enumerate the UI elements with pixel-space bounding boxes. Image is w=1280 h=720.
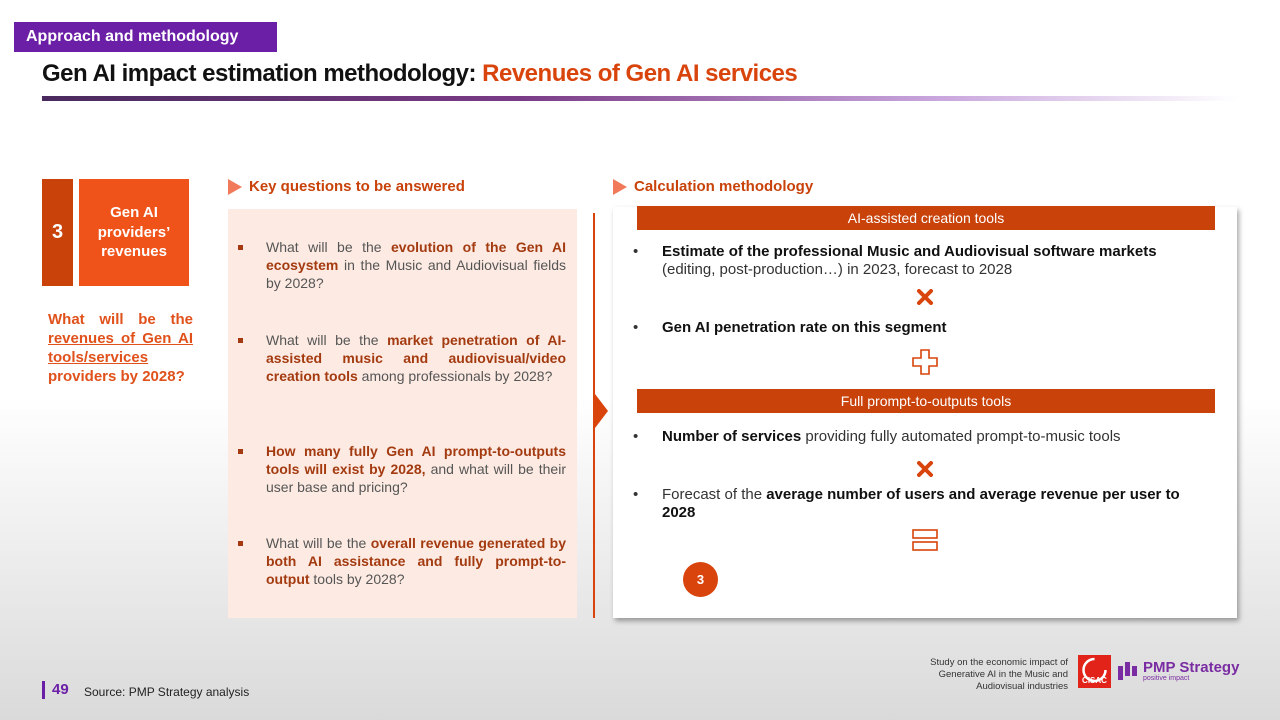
page-title (42, 60, 797, 88)
calculation-heading (613, 178, 813, 195)
calc-bullet (662, 243, 1207, 278)
calculation-heading-text: Calculation methodology (634, 178, 814, 195)
page-number: 49 (52, 681, 69, 698)
category-bar-ai-assisted: AI-assisted creation tools (637, 206, 1215, 230)
section-tag: Approach and methodology (14, 22, 277, 52)
page-title-highlight: Revenues of Gen AI services (482, 60, 798, 87)
kq-text: What will be the (266, 535, 371, 551)
kq-text: What will be the (266, 332, 388, 348)
calc-bullet-text: Forecast of the (662, 486, 767, 503)
calculation-panel (613, 207, 1237, 618)
kq-bold: evolution of the Gen AI ecosystem (266, 239, 566, 273)
calc-bullet-bold: Number of services (662, 428, 802, 445)
page-title-main: Gen AI impact estimation methodology: (42, 60, 483, 87)
arrow-right-icon (228, 179, 242, 195)
kq-text: and what will be their user base and pricing? (266, 460, 566, 495)
step-number-badge: 3 (683, 562, 718, 597)
equals-icon (911, 527, 939, 553)
calc-bullet (662, 319, 1207, 337)
kq-bold: overall revenue generated by both AI assistance and fully prompt-to-output (266, 535, 566, 587)
kq-text: tools by 2028? (309, 570, 405, 587)
kq-text: in the Music and Audiovisual fields by 2028? (266, 256, 566, 291)
arrow-right-icon (613, 179, 627, 195)
calc-bullet-bold: average number of users and average revenue per user to 2028 (662, 486, 1180, 521)
key-question-item (266, 332, 566, 386)
pmp-tagline: positive impact (1143, 675, 1190, 682)
key-questions-heading (228, 178, 465, 195)
calc-bullet (662, 486, 1207, 521)
calc-bullet-bold: Estimate of the professional Music and Audiovisual software markets (662, 243, 1157, 260)
key-question-item (266, 535, 566, 589)
multiply-icon (911, 287, 939, 307)
kq-text: What will be the (266, 239, 391, 255)
divider-arrow-icon (595, 394, 608, 428)
step-label-box: Gen AI providers’ revenues (79, 179, 189, 286)
cisac-logo-text: CISAC (1082, 676, 1107, 685)
cisac-logo (1078, 655, 1111, 688)
kq-text: among professionals by 2028? (357, 367, 553, 384)
main-question (48, 310, 193, 386)
footer-accent (42, 681, 45, 699)
main-question-suffix: providers by 2028? (48, 368, 185, 386)
key-question-item (266, 443, 566, 497)
step-number-box: 3 (42, 179, 73, 286)
kq-bold: market penetration of AI-assisted music and audiovisual/video creation tools (266, 332, 566, 384)
multiply-icon (911, 459, 939, 479)
title-divider (42, 96, 1237, 101)
key-questions-panel (228, 209, 577, 618)
source-note: Source: PMP Strategy analysis (84, 685, 250, 699)
study-title: Study on the economic impact of Generative AI in the Music and Audiovisual industries (930, 657, 1068, 692)
plus-icon (911, 347, 939, 377)
calc-bullet (662, 428, 1207, 446)
category-bar-prompt-to-output: Full prompt-to-outputs tools (637, 389, 1215, 413)
calc-bullet-text: (editing, post-production…) in 2023, forecast to 2028 (662, 260, 1013, 278)
main-question-prefix: What will be the (48, 311, 193, 328)
pmp-name: PMP Strategy (1143, 659, 1240, 676)
calc-bullet-bold: Gen AI penetration rate on this segment (662, 319, 947, 336)
key-questions-heading-text: Key questions to be answered (249, 178, 465, 195)
kq-bold: How many fully Gen AI prompt-to-outputs tools will exist by 2028, (266, 443, 566, 477)
calc-bullet-text: providing fully automated prompt-to-music tools (801, 428, 1121, 445)
pmp-strategy-logo (1118, 660, 1239, 682)
pmp-logo-icon (1118, 662, 1138, 680)
key-question-item (266, 239, 566, 293)
main-question-link[interactable]: revenues of Gen AI tools/services (48, 330, 193, 367)
pmp-logo-text (1143, 660, 1239, 682)
